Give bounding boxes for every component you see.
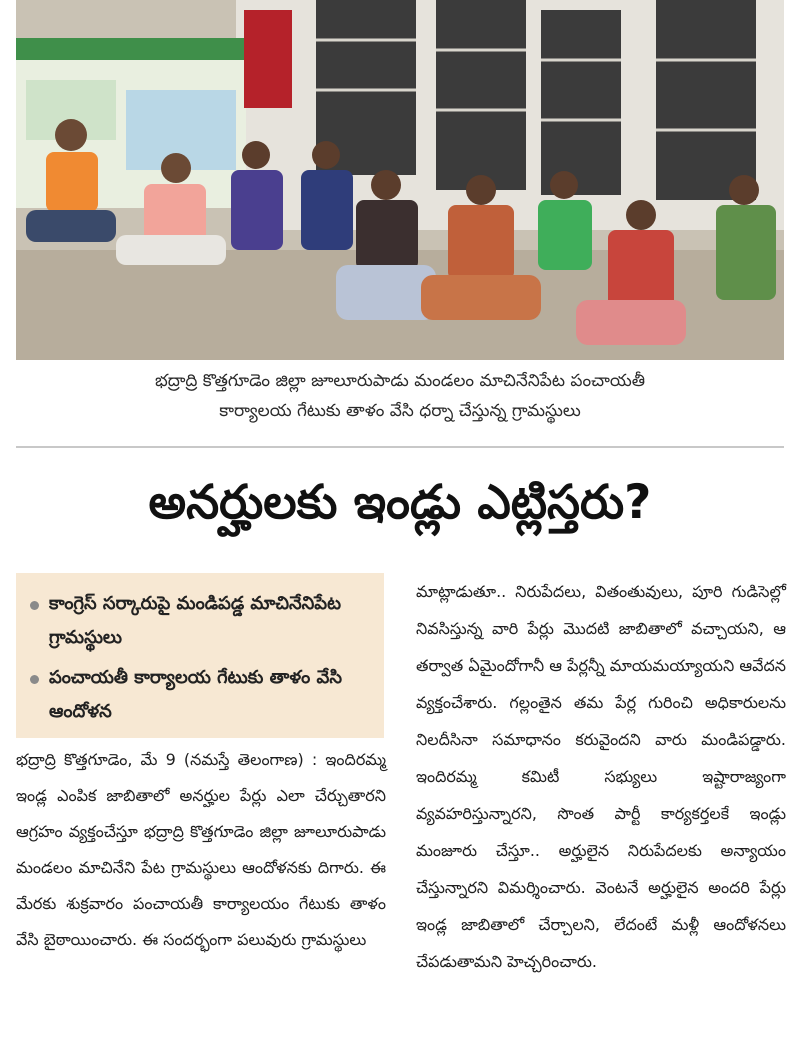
caption-line-2: కార్యాలయ గేటుకు తాళం వేసి ధర్నా చేస్తున్న గ్రామస్థులు [219,401,581,421]
highlight-text: పంచాయతీ కార్యాలయ గేటుకు తాళం వేసి ఆందోళన [49,667,342,722]
protest-photo-icon [16,0,784,360]
highlight-item [30,661,374,729]
article-text-right: మాట్లాడుతూ.. నిరుపేదలు, వితంతువులు, పూరి గుడిసెల్లో నివసిస్తున్న వారి పేర్లు మొదటి జాబితాలో వచ్చాయని, ఆ తర్వాత ఏమైందోగానీ ఆ పేర్లన్నీ మాయమయ్యాయని ఆవేదన వ్యక్తంచేశారు. గల్లంతైన తమ పేర్ల గురించి అధికారులను నిలదీసినా సమాధానం కరువైందని వారు మండిపడ్డారు. ఇందిరమ్మ కమిటీ సభ్యులు ఇష్టారాజ్యంగా వ్యవహరిస్తున్నారని, సొంత పార్టీ కార్యకర్తలకే ఇండ్లు మంజూరు చేస్తూ.. అర్హులైన నిరుపేదలకు అన్యాయం చేస్తున్నారని విమర్శించారు. వెంటనే అర్హులైన అందరి పేర్లు ఇండ్ల జాబితాలో చేర్చాలని, లేదంటే మళ్లీ ఆందోళనలు చేపడుతామని హెచ్చరించారు. [416,582,786,971]
photo-caption [16,366,784,426]
article-column-right [416,573,786,980]
divider [16,446,784,448]
highlights-box [16,573,384,738]
bullet-icon [30,675,39,684]
highlight-item [30,587,374,655]
article-column-left [16,742,386,958]
article-text-left: భద్రాద్రి కొత్తగూడెం, మే 9 (నమస్తే తెలంగాణ) : ఇందిరమ్మ ఇండ్ల ఎంపిక జాబితాలో అనర్హుల పేర్లు ఎలా చేర్చుతారని ఆగ్రహం వ్యక్తంచేస్తూ భద్రాద్రి కొత్తగూడెం జిల్లా జూలూరుపాడు మండలం మాచినేని పేట గ్రామస్థులు ఆందోళనకు దిగారు. ఈ మేరకు శుక్రవారం పంచాయతీ కార్యాలయం గేటుకు తాళం వేసి బైఠాయించారు. ఈ సందర్భంగా పలువురు గ్రామస్థులు [16,750,386,949]
headline: అనర్హులకు ఇండ్లు ఎట్లిస్తరు? [148,475,652,530]
caption-line-1: భద్రాద్రి కొత్తగూడెం జిల్లా జూలూరుపాడు మండలం మాచినేనిపేట పంచాయతీ [154,371,646,391]
bullet-icon [30,601,39,610]
highlight-text: కాంగ్రెస్ సర్కారుపై మండిపడ్డ మాచినేనిపేట గ్రామస్థులు [49,593,341,648]
news-photo [16,0,784,360]
